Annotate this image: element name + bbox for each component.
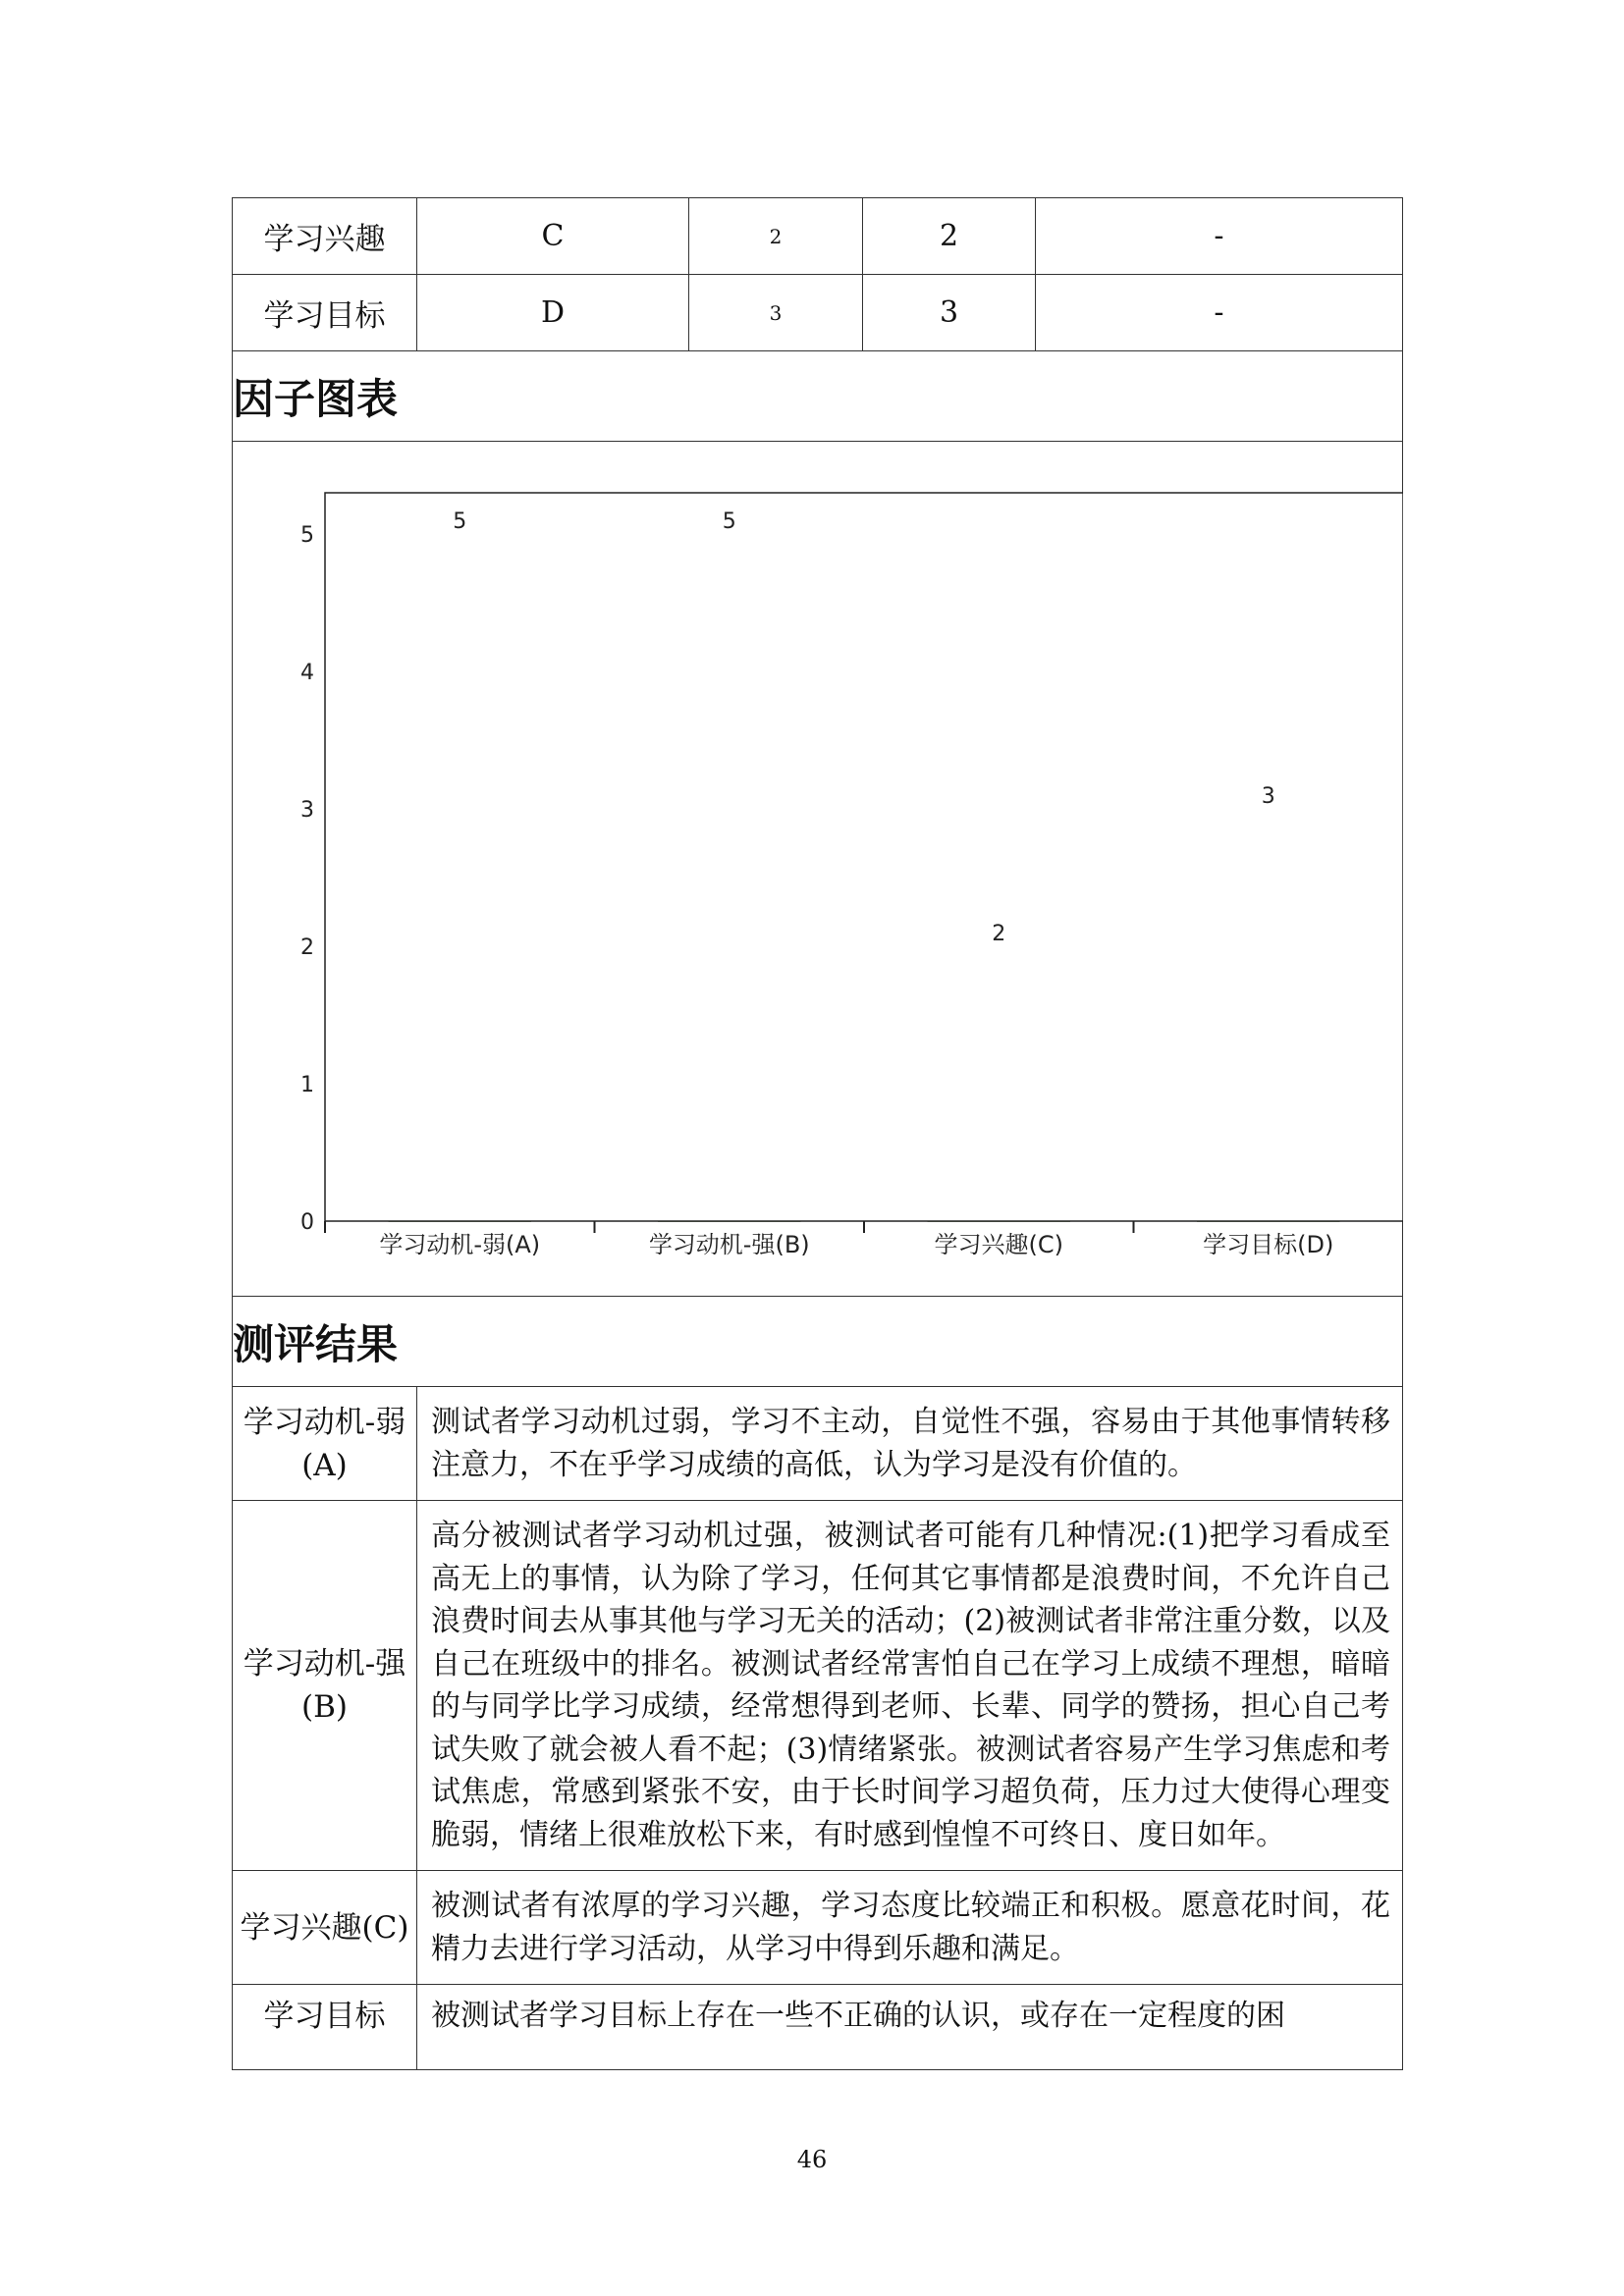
result-label: 学习目标 [233, 1985, 417, 2070]
result-row [233, 1501, 1403, 1871]
y-tick-label: 5 [300, 523, 314, 548]
chart-section-title: 因子图表 [233, 351, 1403, 442]
factor-name: 学习兴趣 [233, 198, 417, 275]
raw-score: 2 [689, 198, 863, 275]
data-label: 2 [992, 922, 1006, 946]
score-row [233, 198, 1403, 275]
result-text: 被测试者有浓厚的学习兴趣，学习态度比较端正和积极。愿意花时间，花精力去进行学习活动，从学习中得到乐趣和满足。 [417, 1871, 1403, 1985]
data-label: 3 [1261, 784, 1275, 809]
standard-score: 2 [863, 198, 1036, 275]
results-section-header [233, 1297, 1403, 1387]
data-label: 5 [453, 509, 467, 534]
x-tick-label: 学习兴趣(C) [934, 1231, 1063, 1258]
x-tick-label: 学习动机-强(B) [648, 1231, 810, 1258]
data-label: 5 [722, 509, 736, 534]
y-tick-label: 0 [300, 1210, 314, 1235]
result-text: 测试者学习动机过弱，学习不主动，自觉性不强，容易由于其他事情转移注意力，不在乎学习成绩的高低，认为学习是没有价值的。 [417, 1387, 1403, 1501]
chart-cell [233, 442, 1403, 1297]
level: - [1036, 198, 1403, 275]
score-row [233, 275, 1403, 351]
result-label: 学习动机-强(B) [233, 1501, 417, 1871]
page-number: 46 [796, 2146, 828, 2173]
y-tick-label: 1 [300, 1073, 314, 1097]
report-table [232, 197, 1403, 2070]
level: - [1036, 275, 1403, 351]
result-row [233, 1871, 1403, 1985]
results-section-title: 测评结果 [233, 1297, 1403, 1387]
y-tick-label: 3 [300, 798, 314, 823]
result-label: 学习动机-弱(A) [233, 1387, 417, 1501]
raw-score: 3 [689, 275, 863, 351]
result-text: 高分被测试者学习动机过强，被测试者可能有几种情况:(1)把学习看成至高无上的事情，认为除了学习，任何其它事情都是浪费时间，不允许自己浪费时间去从事其他与学习无关的活动；(2)被测试者非常注重分数，以及自己在班级中的排名。被测试者经常害怕自己在学习上成绩不理想，暗暗的与同学比学习成绩，经常想得到老师、长辈、同学的赞扬，担心自己考试失败了就会被人看不起；(3)情绪紧张。被测试者容易产生学习焦虑和考试焦虑，常感到紧张不安，由于长时间学习超负荷，压力过大使得心理变脆弱，情绪上很难放松下来，有时感到惶惶不可终日、度日如年。 [417, 1501, 1403, 1871]
standard-score: 3 [863, 275, 1036, 351]
factor-name: 学习目标 [233, 275, 417, 351]
result-row [233, 1985, 1403, 2070]
result-row [233, 1387, 1403, 1501]
chart-axes [325, 493, 1403, 1233]
x-tick-label: 学习动机-弱(A) [379, 1231, 541, 1258]
x-tick-label: 学习目标(D) [1203, 1231, 1334, 1258]
factor-bar-chart [233, 442, 1403, 1296]
chart-row [233, 442, 1403, 1297]
chart-section-header [233, 351, 1403, 442]
plot-area [325, 493, 1403, 1221]
y-tick-label: 2 [300, 935, 314, 960]
result-text: 被测试者学习目标上存在一些不正确的认识，或存在一定程度的困 [417, 1985, 1403, 2070]
result-label: 学习兴趣(C) [233, 1871, 417, 1985]
factor-code: C [417, 198, 689, 275]
factor-code: D [417, 275, 689, 351]
y-tick-label: 4 [300, 661, 314, 685]
